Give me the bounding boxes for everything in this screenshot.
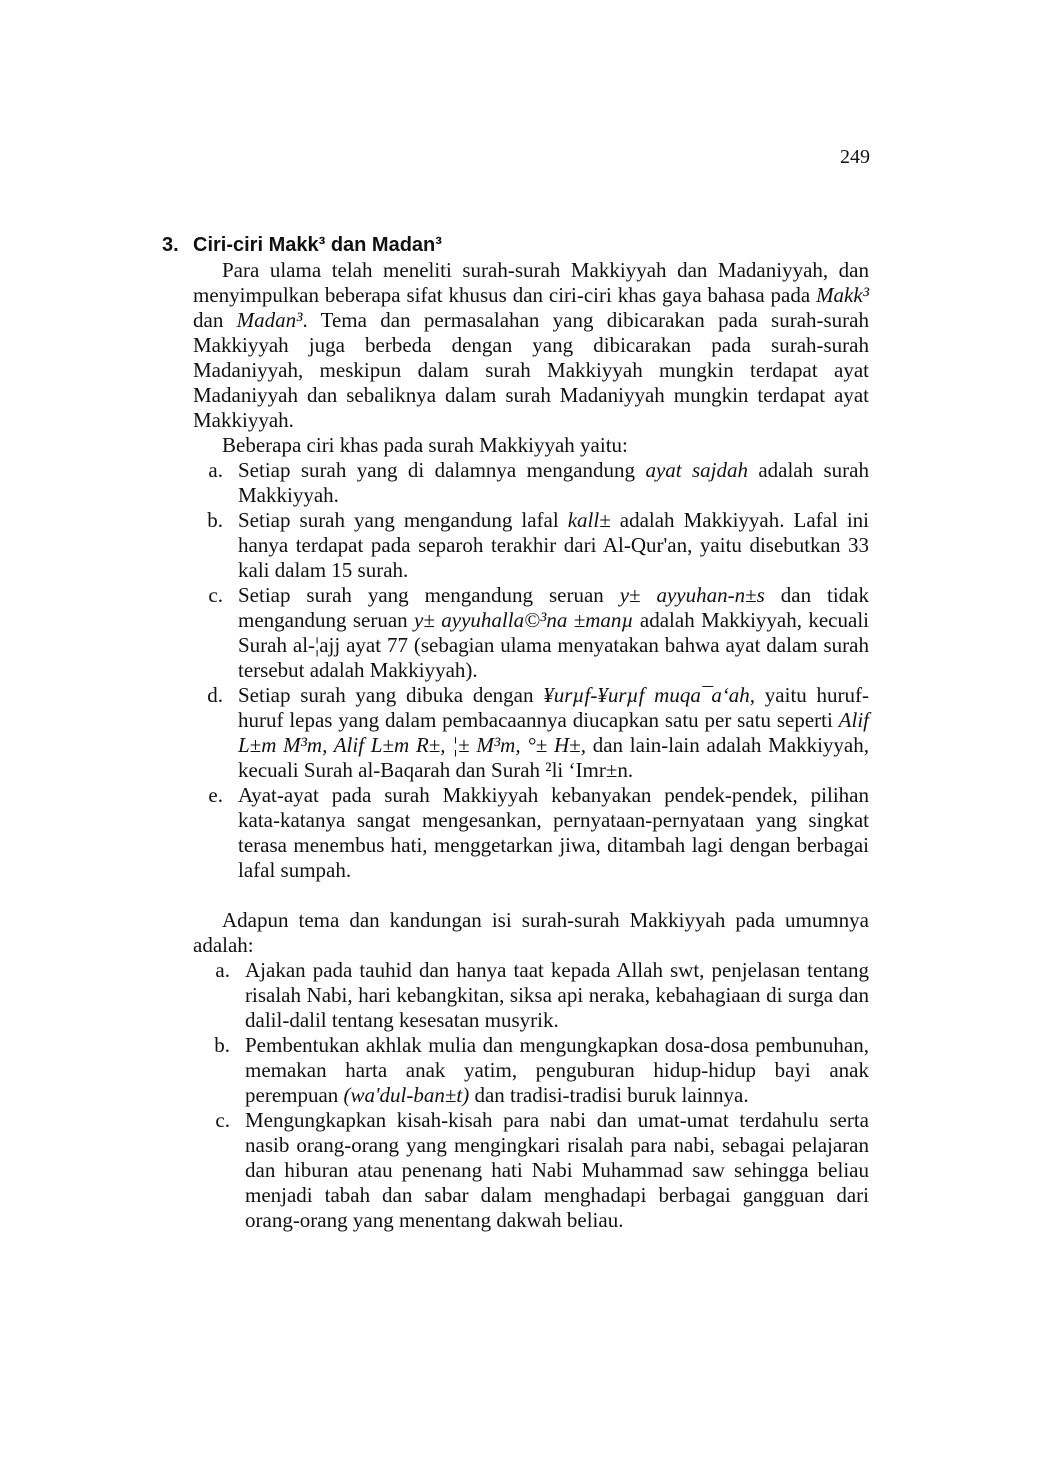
italic-term: y± ayyuhan-n±s — [619, 583, 765, 607]
paragraph-gap — [193, 883, 869, 908]
text-run: Setiap surah yang mengandung seruan — [238, 583, 620, 607]
text-run: Setiap surah yang dibuka dengan — [238, 683, 544, 707]
list-item — [193, 1033, 869, 1108]
list-item — [193, 583, 869, 683]
italic-term: ayat sajdah — [645, 458, 748, 482]
list-marker: b. — [214, 1033, 230, 1057]
list-item-text: Ajakan pada tauhid dan hanya taat kepada Allah swt, penjelasan tentang risalah Nabi, hari kebangkitan, siksa api neraka, kebahagiaan di surga dan dalil-dalil tentang kesesatan musyrik. — [245, 958, 869, 1032]
list-marker: c. — [208, 583, 223, 607]
tema-list — [193, 958, 869, 1233]
list-item-text — [238, 583, 869, 683]
list-item — [193, 958, 869, 1033]
italic-term: Madan³ — [236, 308, 303, 332]
page-content — [162, 233, 869, 1233]
list-item — [193, 683, 869, 783]
text-run: dan tidak mengandung seruan — [238, 583, 869, 632]
list-marker: e. — [208, 783, 223, 807]
list-item-text — [238, 458, 869, 508]
list-item — [193, 783, 869, 883]
list-marker: a. — [215, 958, 230, 982]
section-title: Ciri-ciri Makk³ dan Madan³ — [193, 234, 442, 256]
list-item — [193, 458, 869, 508]
text-run: Pembentukan akhlak mulia dan mengungkapkan dosa-dosa pembunuhan, memakan harta anak yatim, penguburan hidup-hidup bayi anak perempuan — [245, 1033, 869, 1107]
text-run: Para ulama telah meneliti surah-surah Makkiyyah dan Madaniyyah, dan menyimpulkan beberapa sifat khusus dan ciri-ciri khas gaya bahasa pada — [193, 258, 869, 307]
list-item-text: Ayat-ayat pada surah Makkiyyah kebanyakan pendek-pendek, pilihan kata-katanya sangat mengesankan, pernyataan-pernyataan yang singkat terasa menembus hati, menggetarkan jiwa, ditambah lagi dengan berbagai lafal sumpah. — [238, 783, 869, 882]
text-run: yaitu huruf-huruf lepas yang dalam pembacaannya diucapkan satu per satu seperti — [238, 683, 869, 732]
text-run: dan tradisi-tradisi buruk lainnya. — [469, 1083, 749, 1107]
ciri-lead: Beberapa ciri khas pada surah Makkiyyah yaitu: — [222, 433, 628, 457]
list-item-text — [238, 683, 869, 783]
list-marker: d. — [207, 683, 223, 707]
section-heading — [162, 233, 869, 258]
italic-term: Alif L±m M³m, Alif L±m R±, ¦± M³m, °± H±, — [238, 708, 869, 757]
text-run: adalah surah Makkiyyah. — [238, 458, 869, 507]
italic-term: kall± — [567, 508, 611, 532]
text-run: adalah Makkiyyah. Lafal ini hanya terdapat pada separoh terakhir dari Al-Qur'an, yaitu disebutkan 33 kali dalam 15 surah. — [238, 508, 869, 582]
list-marker: c. — [215, 1108, 230, 1132]
text-run: Setiap surah yang mengandung lafal — [238, 508, 568, 532]
intro-paragraph — [193, 258, 869, 433]
tema-lead: Adapun tema dan kandungan isi surah-surah Makkiyyah pada umumnya adalah: — [193, 908, 869, 957]
text-run: dan lain-lain adalah Makkiyyah, kecuali Surah al-Baqarah dan Surah ²li ‘Imr±n. — [238, 733, 869, 782]
list-marker: b. — [207, 508, 223, 532]
list-item-text — [245, 1033, 869, 1108]
ciri-list — [193, 458, 869, 883]
list-item — [193, 1108, 869, 1233]
text-run: Setiap surah yang di dalamnya mengandung — [238, 458, 646, 482]
text-run: dan — [193, 308, 237, 332]
italic-term: (wa'dul-ban±t) — [343, 1083, 470, 1107]
text-run: adalah Makkiyyah, kecuali Surah al-¦ajj ayat 77 (sebagian ulama menyatakan bahwa ayat dalam surah tersebut adalah Makkiyyah). — [238, 608, 869, 682]
list-item — [193, 508, 869, 583]
list-marker: a. — [208, 458, 223, 482]
italic-term: ¥urµf-¥urµf muqa¯a‘ah, — [543, 683, 756, 707]
italic-term: Makk³ — [816, 283, 869, 307]
list-item-text — [238, 508, 869, 583]
section-number: 3. — [162, 234, 179, 256]
page-number: 249 — [840, 146, 870, 168]
text-run: . Tema dan permasalahan yang dibicarakan pada surah-surah Makkiyyah juga berbeda dengan yang dibicarakan pada surah-surah Madaniyyah, meskipun dalam surah Makkiyyah mungkin terdapat ayat Madaniyyah dan sebaliknya dalam surah Madaniyyah mungkin terdapat ayat Makkiyyah. — [193, 308, 869, 432]
list-item-text: Mengungkapkan kisah-kisah para nabi dan umat-umat terdahulu serta nasib orang-orang yang mengingkari risalah para nabi, sebagai pelajaran dan hiburan atau penenang hati Nabi Muhammad saw sehingga beliau menjadi tabah dan sabar dalam menghadapi berbagai gangguan dari orang-orang yang menentang dakwah beliau. — [245, 1108, 869, 1232]
section-body — [193, 258, 869, 1233]
italic-term: y± ayyuhalla©³na ±manµ — [414, 608, 634, 632]
